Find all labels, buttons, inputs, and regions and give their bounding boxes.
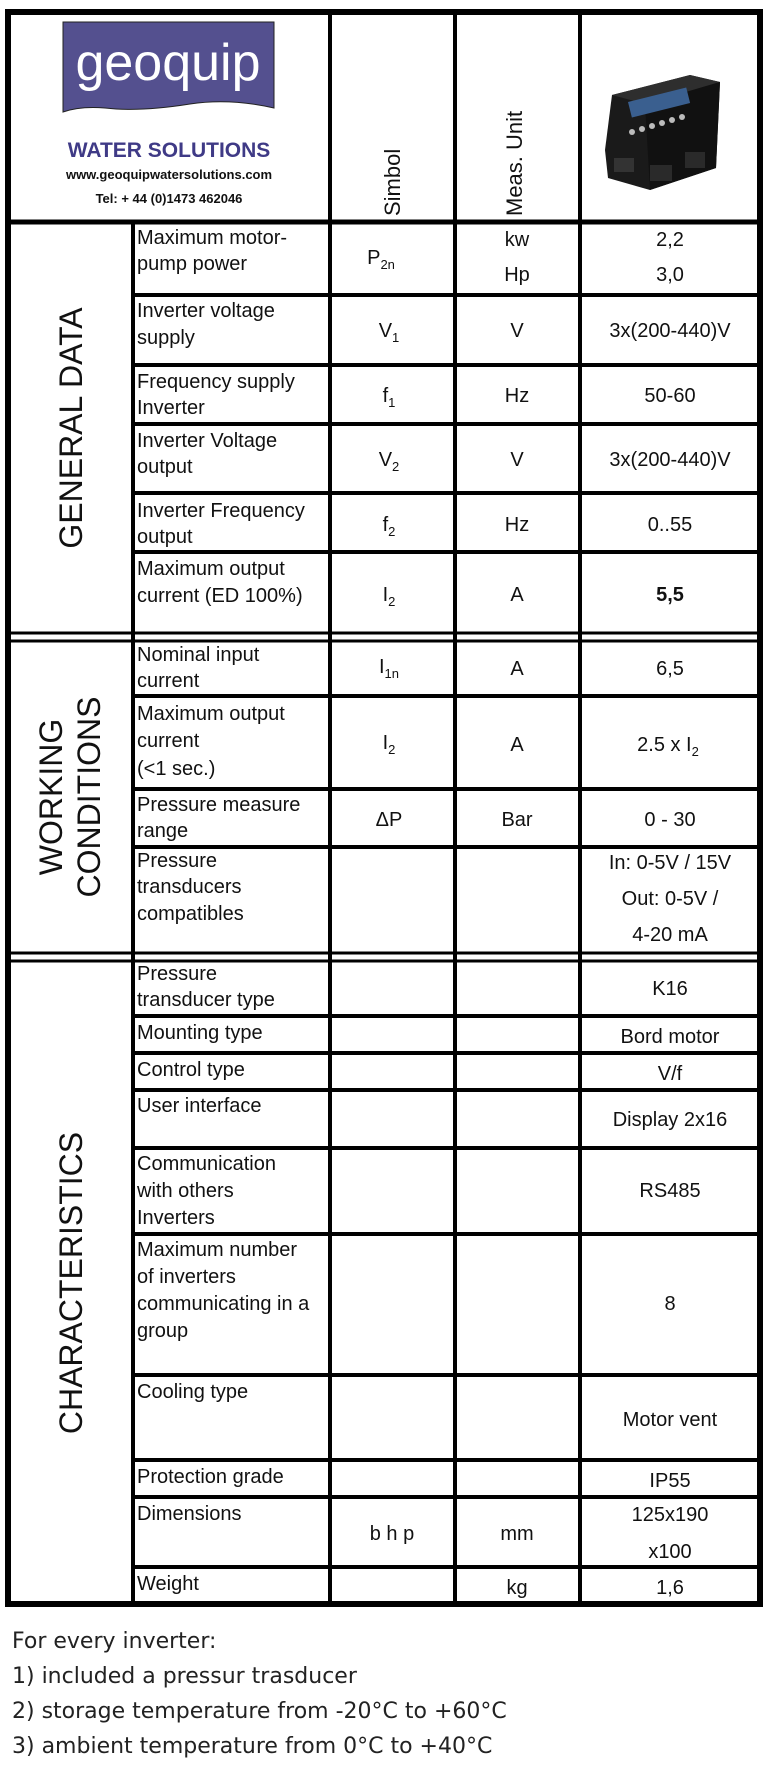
section-general-data: GENERAL DATA [53,307,89,549]
row-label: Inverter Voltage [137,430,278,452]
section-working-conditions-line1: WORKING [33,718,69,876]
row-label: Dimensions [137,1503,242,1525]
row-label: current (ED 100%) [137,585,303,607]
footer-note: 1) included a pressur trasducer [12,1664,357,1689]
row-value: 50-60 [644,385,696,407]
table-row [137,963,688,1011]
row-unit: A [510,658,524,680]
row-symbol: $I_2$ [382,584,396,609]
row-value: 0..55 [647,514,693,536]
row-label: Protection grade [137,1466,284,1488]
logo-tagline: WATER SOLUTIONS [67,139,271,162]
row-symbol: $V_1$ [378,320,400,345]
row-symbol: $f_1$ [382,385,396,410]
table-row [137,850,732,946]
row-unit: kg [506,1577,528,1599]
row-value: 3,0 [656,264,684,286]
row-symbol: $P_{2n}$ [367,247,395,272]
section-characteristics: CHARACTERISTICS [53,1131,89,1435]
row-value: Bord motor [620,1026,720,1048]
table-row [137,1022,720,1048]
row-unit: Hz [504,514,530,536]
column-header-unit: Meas. Unit [502,110,527,216]
footer-heading: For every inverter: [12,1629,217,1654]
row-label: supply [137,327,195,349]
row-unit: Bar [501,809,533,831]
table-row [137,703,699,780]
table-grid [8,12,760,1604]
row-label: Pressure [137,850,218,872]
row-value: 6,5 [656,658,684,680]
inverter-device-photo [605,75,720,190]
row-unit: kw [504,229,530,251]
table-row [137,500,692,548]
row-unit: V [510,449,524,471]
row-label: compatibles [137,903,244,925]
row-label: Pressure measure [137,794,301,816]
row-unit: V [510,320,524,342]
row-label: Weight [137,1573,199,1595]
row-label: (<1 sec.) [137,758,216,780]
row-label: output [137,456,193,478]
table-row [137,644,684,692]
table-row [136,1153,701,1229]
row-label: with others [137,1180,234,1202]
row-label: Control type [137,1059,245,1081]
row-label: Cooling type [137,1381,249,1403]
row-label: range [137,820,189,842]
row-label: Maximum output [137,703,285,725]
table-row [137,371,696,419]
row-label: output [137,526,193,548]
row-unit: A [510,734,524,756]
row-label: transducer type [137,989,275,1011]
row-value: 2,2 [656,229,684,251]
table-row [137,300,731,349]
column-header-symbol: Simbol [380,148,405,216]
row-symbol: b h p [369,1523,415,1545]
row-label: group [137,1320,189,1342]
row-label: Communication [137,1153,276,1175]
row-label: pump power [137,253,248,275]
row-symbol: $I_2$ [382,732,396,757]
row-label: Nominal input [137,644,260,666]
table-row [137,1503,708,1563]
row-value: 5,5 [656,584,684,606]
row-label: current [137,670,200,692]
row-symbol: $I_{1n}$ [378,656,400,681]
row-label: transducers [137,876,242,898]
row-value: 3x(200-440)V [609,320,731,342]
row-label: Mounting type [137,1022,263,1044]
row-value: 2.5 x $I_2$ [637,734,699,759]
footer-note: 3) ambient temperature from 0°C to +40°C [12,1734,493,1759]
table-row [137,794,696,842]
table-row [137,1573,684,1599]
row-label: Inverter voltage [137,300,275,322]
row-label: User interface [137,1095,262,1117]
logo [63,22,274,206]
table-row [137,1466,691,1492]
logo-website: www.geoquipwatersolutions.com [65,167,273,182]
row-label: Maximum number [137,1239,298,1261]
row-label: Maximum motor- [137,227,288,249]
row-value: In: 0-5V / 15V [608,852,732,874]
table-row [137,227,684,286]
row-value: RS485 [639,1180,701,1202]
row-unit: A [510,584,524,606]
row-value: IP55 [649,1470,691,1492]
row-value: K16 [652,978,688,1000]
row-label: of inverters [137,1266,236,1288]
table-row [137,1239,676,1342]
footer-note: 2) storage temperature from -20°C to +60°C [12,1699,507,1724]
row-label: Pressure [137,963,218,985]
row-value: 3x(200-440)V [609,449,731,471]
table-row [137,430,731,478]
row-unit: Hp [504,264,530,286]
table-row [137,558,684,609]
row-value: 1,6 [656,1577,684,1599]
row-unit: mm [500,1523,534,1545]
section-working-conditions-line2: CONDITIONS [71,696,107,898]
row-label: communicating in a [137,1293,310,1315]
table-row [137,1381,718,1431]
row-symbol: ΔP [375,809,403,831]
row-unit: Hz [504,385,530,407]
row-value: 0 - 30 [644,809,696,831]
row-label: current [137,730,200,752]
table-row [137,1095,727,1131]
row-label: Maximum output [137,558,285,580]
logo-word: geoquip [75,34,261,92]
row-value: Motor vent [622,1409,718,1431]
row-value: x100 [648,1541,692,1563]
row-value: 125x190 [631,1504,709,1526]
row-label: Inverter [137,397,205,419]
row-symbol: $V_2$ [378,449,400,474]
row-value: V/f [657,1063,683,1085]
row-label: Inverter Frequency [137,500,305,522]
row-label: Inverters [137,1207,215,1229]
row-value: 8 [664,1293,676,1315]
row-value: Display 2x16 [612,1109,728,1131]
row-label: Frequency supply [137,371,295,393]
table-row [137,1059,683,1085]
logo-phone: Tel: + 44 (0)1473 462046 [95,191,243,206]
row-value: Out: 0-5V / [621,888,719,910]
row-value: 4-20 mA [632,924,708,946]
footer-notes [12,1624,762,1764]
row-symbol: $f_2$ [382,514,396,539]
